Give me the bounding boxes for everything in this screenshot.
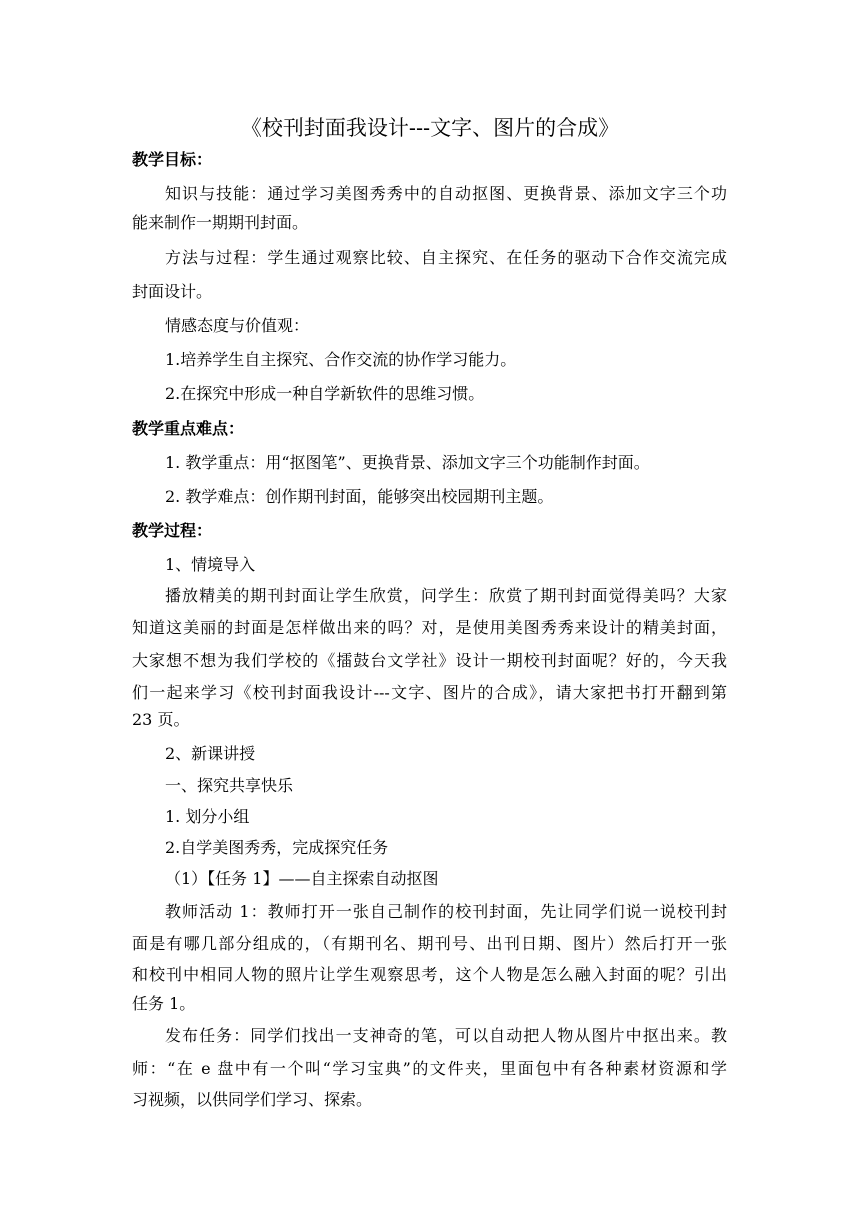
paragraph-line: 23 页。 [132, 710, 190, 729]
paragraph-line: 大家想不想为我们学校的《擂鼓台文学社》设计一期校刊封面呢？好的，今天我 [132, 651, 727, 670]
section-title: 一、探究共享快乐 [165, 776, 294, 795]
key-points-heading: 教学重点难点： [132, 419, 245, 438]
objectives-heading: 教学目标： [132, 150, 213, 169]
task-title: （1）【任务 1】——自主探索自动抠图 [165, 869, 439, 888]
paragraph-line: 发布任务：同学们找出一支神奇的笔，可以自动把人物从图片中抠出来。教 [165, 1026, 727, 1045]
key-point-item: 1. 教学重点：用“抠图笔”、更换背景、添加文字三个功能制作封面。 [165, 453, 650, 472]
paragraph-line: 们一起来学习《校刊封面我设计---文字、图片的合成》，请大家把书打开翻到第 [132, 683, 727, 702]
paragraph-line: 播放精美的期刊封面让学生欣赏，问学生：欣赏了期刊封面觉得美吗？大家 [165, 586, 727, 605]
paragraph-line: 教师活动 1：教师打开一张自己制作的校刊封面，先让同学们说一说校刊封 [165, 902, 727, 921]
emotion-heading: 情感态度与价值观： [165, 316, 310, 335]
knowledge-skills-line: 能来制作一期期刊封面。 [132, 213, 309, 232]
key-point-item: 2. 教学难点：创作期刊封面，能够突出校园期刊主题。 [165, 487, 554, 506]
section-item: 2.自学美图秀秀，完成探究任务 [165, 838, 389, 857]
section-item: 1. 划分小组 [165, 807, 250, 826]
paragraph-line: 知道这美丽的封面是怎样做出来的吗？对，是使用美图秀秀来设计的精美封面， [132, 618, 727, 637]
knowledge-skills-line: 知识与技能：通过学习美图秀秀中的自动抠图、更换背景、添加文字三个功 [165, 184, 727, 203]
paragraph-line: 习视频，以供同学们学习、探索。 [132, 1090, 373, 1109]
paragraph-line: 面是有哪几部分组成的，（有期刊名、期刊号、出刊日期、图片）然后打开一张 [132, 934, 727, 953]
emotion-item: 1.培养学生自主探究、合作交流的协作学习能力。 [165, 350, 517, 369]
method-process-line: 方法与过程：学生通过观察比较、自主探究、在任务的驱动下合作交流完成 [165, 248, 727, 267]
method-process-line: 封面设计。 [132, 282, 213, 301]
paragraph-line: 师：“在 e 盘中有一个叫“学习宝典”的文件夹，里面包中有各种素材资源和学 [132, 1059, 727, 1078]
paragraph-line: 和校刊中相同人物的照片让学生观察思考，这个人物是怎么融入封面的呢？引出 [132, 965, 727, 984]
document-title: 《校刊封面我设计---文字、图片的合成》 [240, 116, 620, 140]
step-title: 2、新课讲授 [165, 744, 256, 763]
paragraph-line: 任务 1。 [132, 994, 196, 1013]
emotion-item: 2.在探究中形成一种自学新软件的思维习惯。 [165, 384, 485, 403]
step-title: 1、情境导入 [165, 555, 256, 574]
process-heading: 教学过程： [132, 521, 213, 540]
